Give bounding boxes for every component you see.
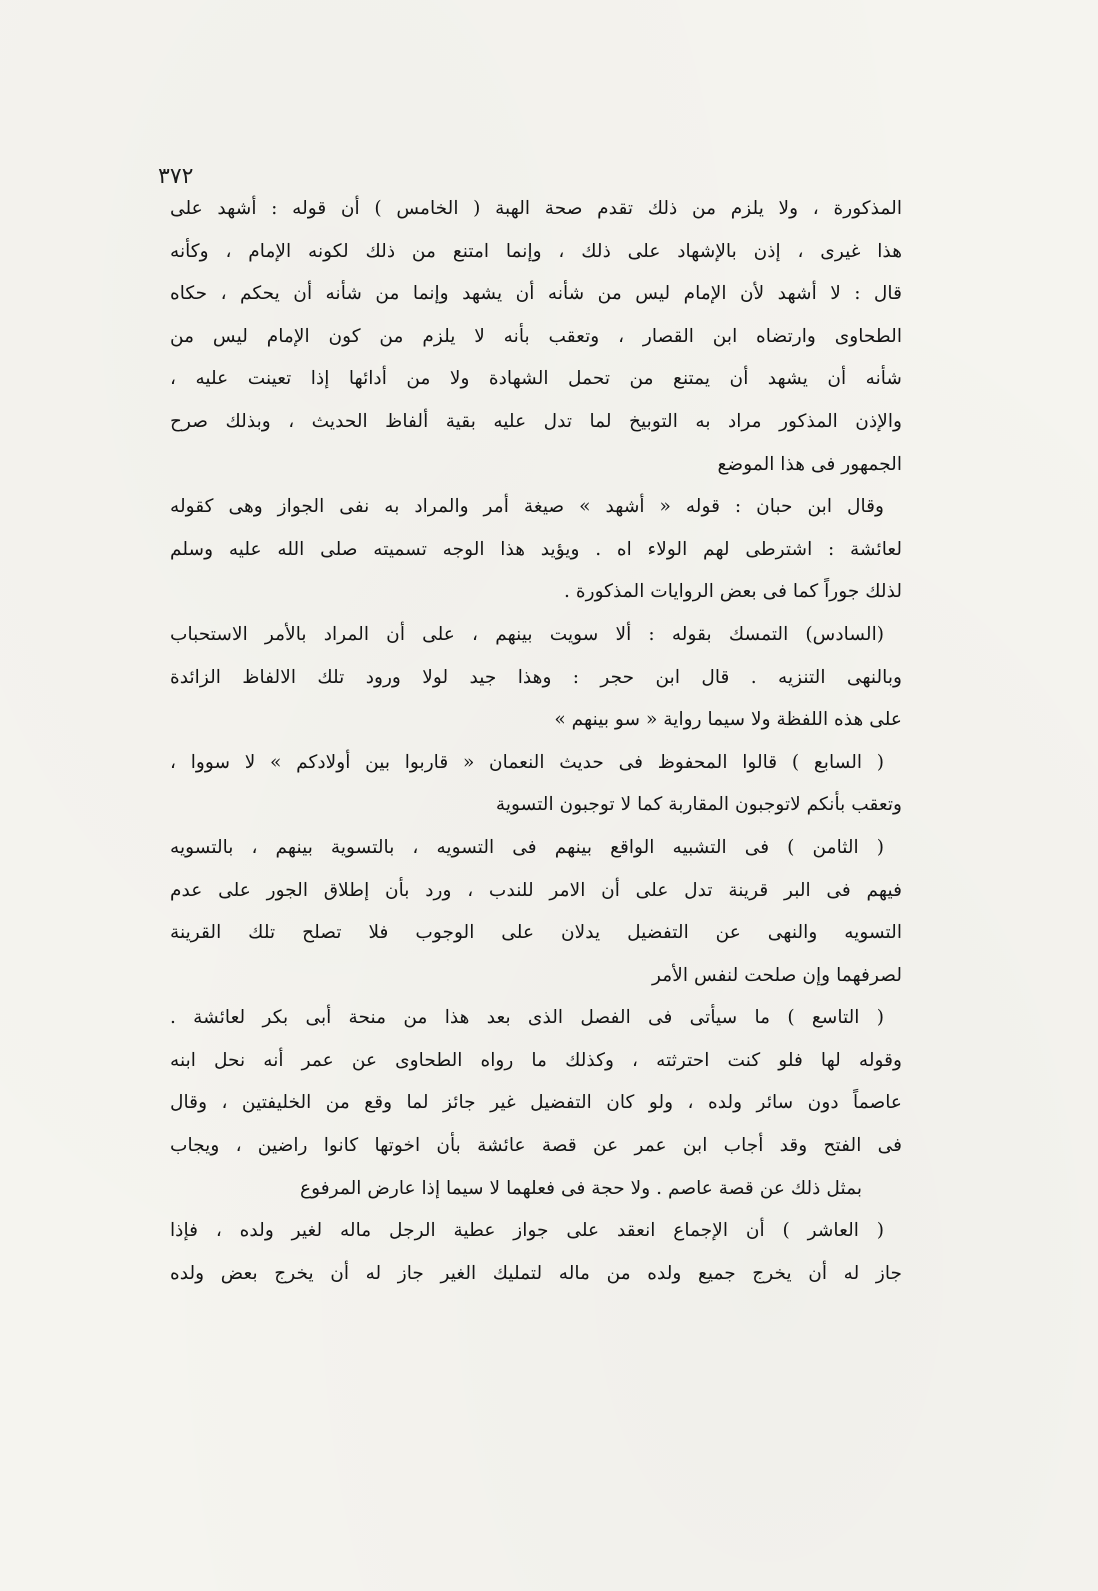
text-line: والإذن المذكور مراد به التوبيخ لما تدل عليه بقية ألفاظ الحديث ، وبذلك صرح (170, 410, 902, 432)
text-line: وتعقب بأنكم لاتوجبون المقاربة كما لا توجبون التسوية (495, 794, 902, 816)
text-line: جاز له أن يخرج جميع ولده من ماله لتمليك الغير جاز له أن يخرج بعض ولده (170, 1262, 902, 1284)
text-line: وقال ابن حبان : قوله « أشهد » صيغة أمر والمراد به نفى الجواز وهى كقوله (170, 496, 884, 518)
text-line: ( العاشر ) أن الإجماع انعقد على جواز عطية الرجل ماله لغير ولده ، فإذا (170, 1220, 884, 1242)
text-line: ( الثامن ) فى التشبيه الواقع بينهم فى التسويه ، بالتسوية بينهم ، بالتسويه (170, 836, 884, 858)
text-line: فى الفتح وقد أجاب ابن عمر عن قصة عائشة بأن اخوتها كانوا راضين ، ويجاب (170, 1135, 902, 1157)
text-line: لعائشة : اشترطى لهم الولاء اه . ويؤيد هذا الوجه تسميته صلى الله عليه وسلم (170, 538, 902, 560)
text-line: لذلك جوراً كما فى بعض الروايات المذكورة . (564, 581, 902, 603)
text-line: وقوله لها فلو كنت احترثته ، وكذلك ما رواه الطحاوى عن عمر أنه نحل ابنه (170, 1049, 902, 1071)
text-line: ( التاسع ) ما سيأتى فى الفصل الذى بعد هذا من منحة أبى بكر لعائشة . (170, 1007, 884, 1029)
text-line: التسويه والنهى عن التفضيل يدلان على الوجوب فلا تصلح تلك القرينة (170, 922, 902, 944)
text-line: هذا غيرى ، إذن بالإشهاد على ذلك ، وإنما امتنع من ذلك لكونه الإمام ، وكأنه (170, 240, 902, 262)
text-line: فيهم فى البر قرينة تدل على أن الامر للندب ، ورد بأن إطلاق الجور على عدم (170, 879, 902, 901)
text-line: لصرفهما وإن صلحت لنفس الأمر (652, 964, 902, 986)
text-line: الجمهور فى هذا الموضع (717, 453, 902, 475)
text-line: وبالنهى التنزيه . قال ابن حجر : وهذا جيد لولا ورود تلك الالفاظ الزائدة (170, 666, 902, 688)
text-line: (السادس) التمسك بقوله : ألا سويت بينهم ، على أن المراد بالأمر الاستحباب (170, 623, 884, 645)
body-text (170, 188, 902, 1295)
text-line: الطحاوى وارتضاه ابن القصار ، وتعقب بأنه لا يلزم من كون الإمام ليس من (170, 325, 902, 347)
text-line: المذكورة ، ولا يلزم من ذلك تقدم صحة الهبة ( الخامس ) أن قوله : أشهد على (170, 198, 902, 219)
text-line: بمثل ذلك عن قصة عاصم . ولا حجة فى فعلهما لا سيما إذا عارض المرفوع (300, 1177, 862, 1199)
text-line: قال : لا أشهد لأن الإمام ليس من شأنه أن يشهد وإنما من شأنه أن يحكم ، حكاه (170, 283, 902, 305)
text-line: عاصماً دون سائر ولده ، ولو كان التفضيل غير جائز لما وقع من الخليفتين ، وقال (170, 1092, 902, 1114)
text-line: شأنه أن يشهد أن يمتنع من تحمل الشهادة ولا من أدائها إذا تعينت عليه ، (170, 368, 902, 390)
page-number: ٣٧٢ (158, 164, 194, 189)
text-line: ( السابع ) قالوا المحفوظ فى حديث النعمان « قاربوا بين أولادكم » لا سووا ، (170, 751, 884, 773)
text-line: على هذه اللفظة ولا سيما رواية « سو بينهم » (554, 709, 902, 731)
